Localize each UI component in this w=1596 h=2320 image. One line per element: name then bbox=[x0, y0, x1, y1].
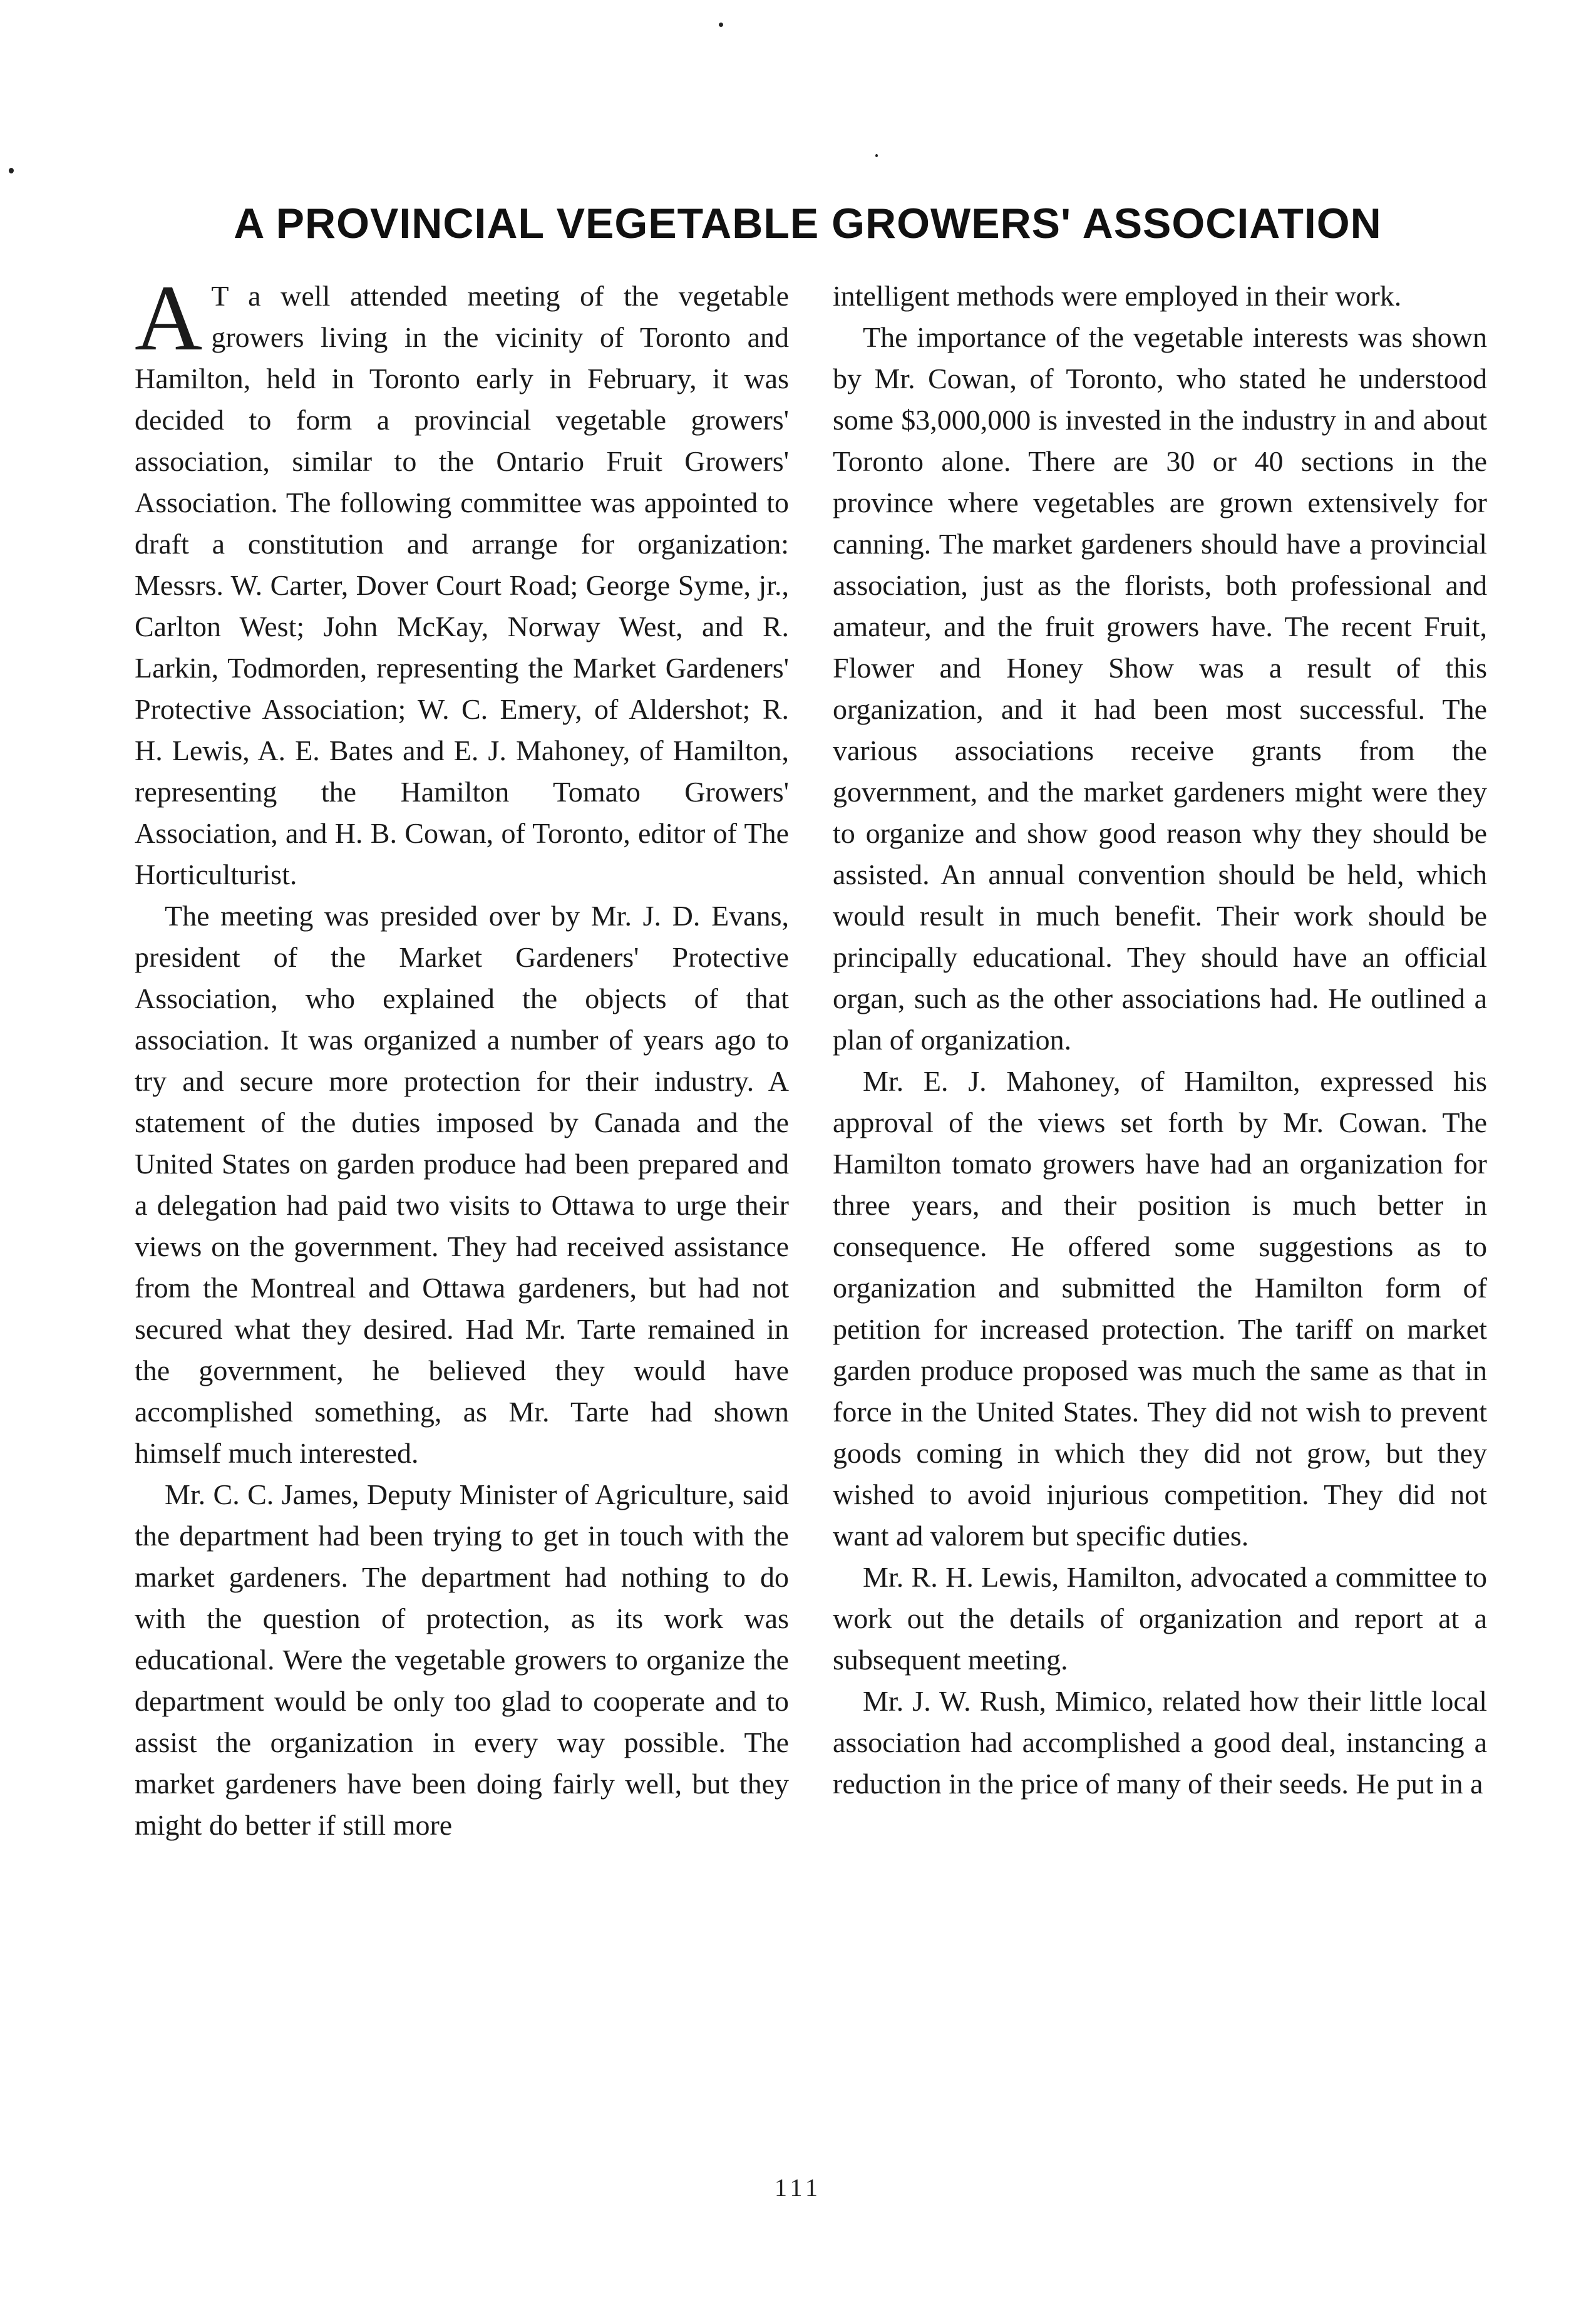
cowan-paragraph: The importance of the vegetable interests was shown by Mr. Cowan, of Toronto, who stated he understood some $3,000,000 is invested in the industry in and about Toronto alone. There are 30 or 40 sections in the province where vegetables are grown extensively for canning. The market gardeners should have a provincial association, just as the florists, both professional and amateur, and the fruit growers have. The recent Fruit, Flower and Honey Show was a result of this organization, and it had been most successful. The various associations receive grants from the government, and the market gardeners might were they to organize and show good reason why they should be assisted. An annual convention should be held, which would result in much benefit. Their work should be principally educational. They should have an official organ, such as the other associations had. He outlined a plan of organization. bbox=[833, 321, 1487, 1056]
opening-paragraph bbox=[135, 276, 789, 895]
page-speck bbox=[9, 168, 14, 173]
page-speck bbox=[875, 154, 878, 157]
continued-paragraph: intelligent methods were employed in their work. bbox=[833, 280, 1402, 312]
james-paragraph: Mr. C. C. James, Deputy Minister of Agriculture, said the department had been trying to get in touch with the market gardeners. The department had nothing to do with the question of protection, as its work was educational. Were the vegetable growers to organize the department would be only too glad to cooperate and to assist the organization in every way possible. The market gardeners have been doing fairly well, but they might do better if still more bbox=[135, 1478, 789, 1841]
page-number: 111 bbox=[774, 2173, 822, 2202]
page-speck bbox=[719, 23, 723, 27]
mahoney-paragraph: Mr. E. J. Mahoney, of Hamilton, expressed his approval of the views set forth by Mr. Cowan. The Hamilton tomato growers have had an organization for three years, and their position is much better in consequence. He offered some suggestions as to organization and submitted the Hamilton form of petition for increased protection. The tariff on market garden produce proposed was much the same as that in force in the United States. They did not wish to prevent goods coming in which they did not grow, but they wished to avoid injurious competition. They did not want ad valorem but specific duties. bbox=[833, 1065, 1487, 1552]
opening-paragraph-text: T a well attended meeting of the vegetable growers living in the vicinity of Toronto and Hamilton, held in Toronto early in February, it was decided to form a provincial vegetable growers' association, similar to the Ontario Fruit Growers' Association. The following committee was appointed to draft a constitution and arrange for organization: Messrs. W. Carter, Dover Court Road; George Syme, jr., Carlton West; John McKay, Norway West, and R. Larkin, Todmorden, representing the Market Gardeners' Protective Association; W. C. Emery, of Aldershot; R. H. Lewis, A. E. Bates and E. J. Mahoney, of Hamilton, representing the Hamilton Tomato Growers' Association, and H. B. Cowan, of Toronto, editor of The Horticulturist. bbox=[135, 280, 789, 890]
article-title: A PROVINCIAL VEGETABLE GROWERS' ASSOCIATION bbox=[234, 200, 1382, 247]
drop-cap: A bbox=[135, 276, 203, 370]
rush-paragraph: Mr. J. W. Rush, Mimico, related how their little local association had accomplished a good deal, instancing a reduction in the price of many of their seeds. He put in a bbox=[833, 1685, 1487, 1800]
right-column bbox=[833, 276, 1487, 2135]
lewis-paragraph: Mr. R. H. Lewis, Hamilton, advocated a committee to work out the details of organization and report at a subsequent meeting. bbox=[833, 1561, 1487, 1676]
meeting-paragraph: The meeting was presided over by Mr. J. D. Evans, president of the Market Gardeners' Protective Association, who explained the objects of that association. It was organized a number of years ago to try and secure more protection for their industry. A statement of the duties imposed by Canada and the United States on garden produce had been prepared and a delegation had paid two visits to Ottawa to urge their views on the government. They had received assistance from the Montreal and Ottawa gardeners, but had not secured what they desired. Had Mr. Tarte remained in the government, he believed they would have accomplished something, as Mr. Tarte had shown himself much interested. bbox=[135, 900, 789, 1469]
left-column bbox=[135, 276, 789, 2135]
